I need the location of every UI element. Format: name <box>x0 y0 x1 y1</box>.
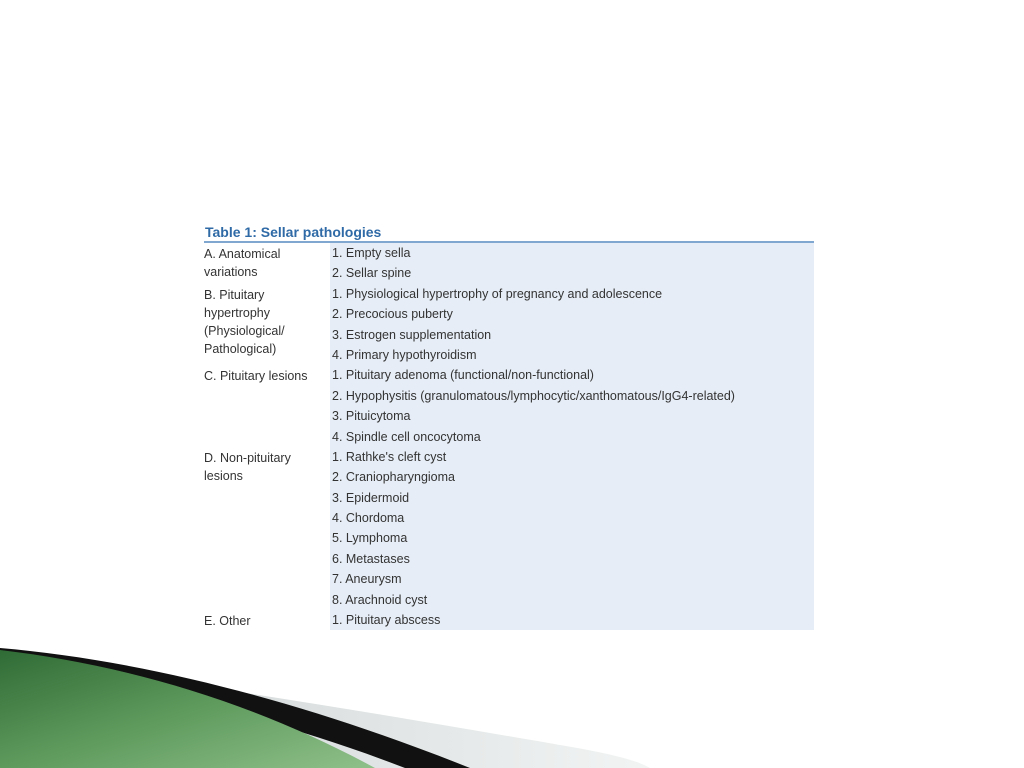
items-cell <box>330 284 814 366</box>
list-item: 1. Empty sella <box>332 246 411 260</box>
list-item: 3. Estrogen supplementation <box>332 327 492 342</box>
table-row <box>204 610 814 630</box>
category-cell: A. Anatomical variations <box>204 247 281 279</box>
items-cell <box>330 447 814 610</box>
list-item: 1. Pituitary adenoma (functional/non-functional) <box>332 368 594 383</box>
list-item: 1. Physiological hypertrophy of pregnancy and adolescence <box>332 286 663 301</box>
list-item: 1. Pituitary abscess <box>332 613 441 628</box>
table-row <box>204 243 814 284</box>
category-cell: C. Pituitary lesions <box>204 369 308 384</box>
list-item: 4. Chordoma <box>332 511 405 526</box>
category-cell: D. Non-pituitary lesions <box>204 450 291 483</box>
list-item: 7. Aneurysm <box>332 572 402 587</box>
list-item: 5. Lymphoma <box>332 531 408 546</box>
table-title: Table 1: Sellar pathologies <box>204 224 814 243</box>
list-item: 4. Primary hypothyroidism <box>332 347 477 362</box>
table-row <box>204 284 814 366</box>
list-item: 8. Arachnoid cyst <box>332 592 428 607</box>
list-item: 3. Epidermoid <box>332 490 410 505</box>
category-cell: B. Pituitary hypertrophy (Physiological/ Pathological) <box>204 287 285 356</box>
list-item: 1. Rathke's cleft cyst <box>332 449 447 464</box>
table-row <box>204 365 814 447</box>
items-cell <box>330 610 814 630</box>
items-cell <box>330 365 814 447</box>
list-item: 2. Craniopharyngioma <box>332 470 455 485</box>
list-item: 2. Hypophysitis (granulomatous/lymphocytic/xanthomatous/IgG4-related) <box>332 388 735 403</box>
list-item: 2. Precocious puberty <box>332 307 453 322</box>
table-row <box>204 447 814 610</box>
sellar-pathologies-table <box>204 224 814 630</box>
items-cell <box>330 243 814 284</box>
list-item: 3. Pituicytoma <box>332 409 411 424</box>
list-item: 2. Sellar spine <box>332 266 412 281</box>
list-item: 4. Spindle cell oncocytoma <box>332 429 481 444</box>
list-item: 6. Metastases <box>332 551 410 566</box>
category-cell: E. Other <box>204 614 251 629</box>
